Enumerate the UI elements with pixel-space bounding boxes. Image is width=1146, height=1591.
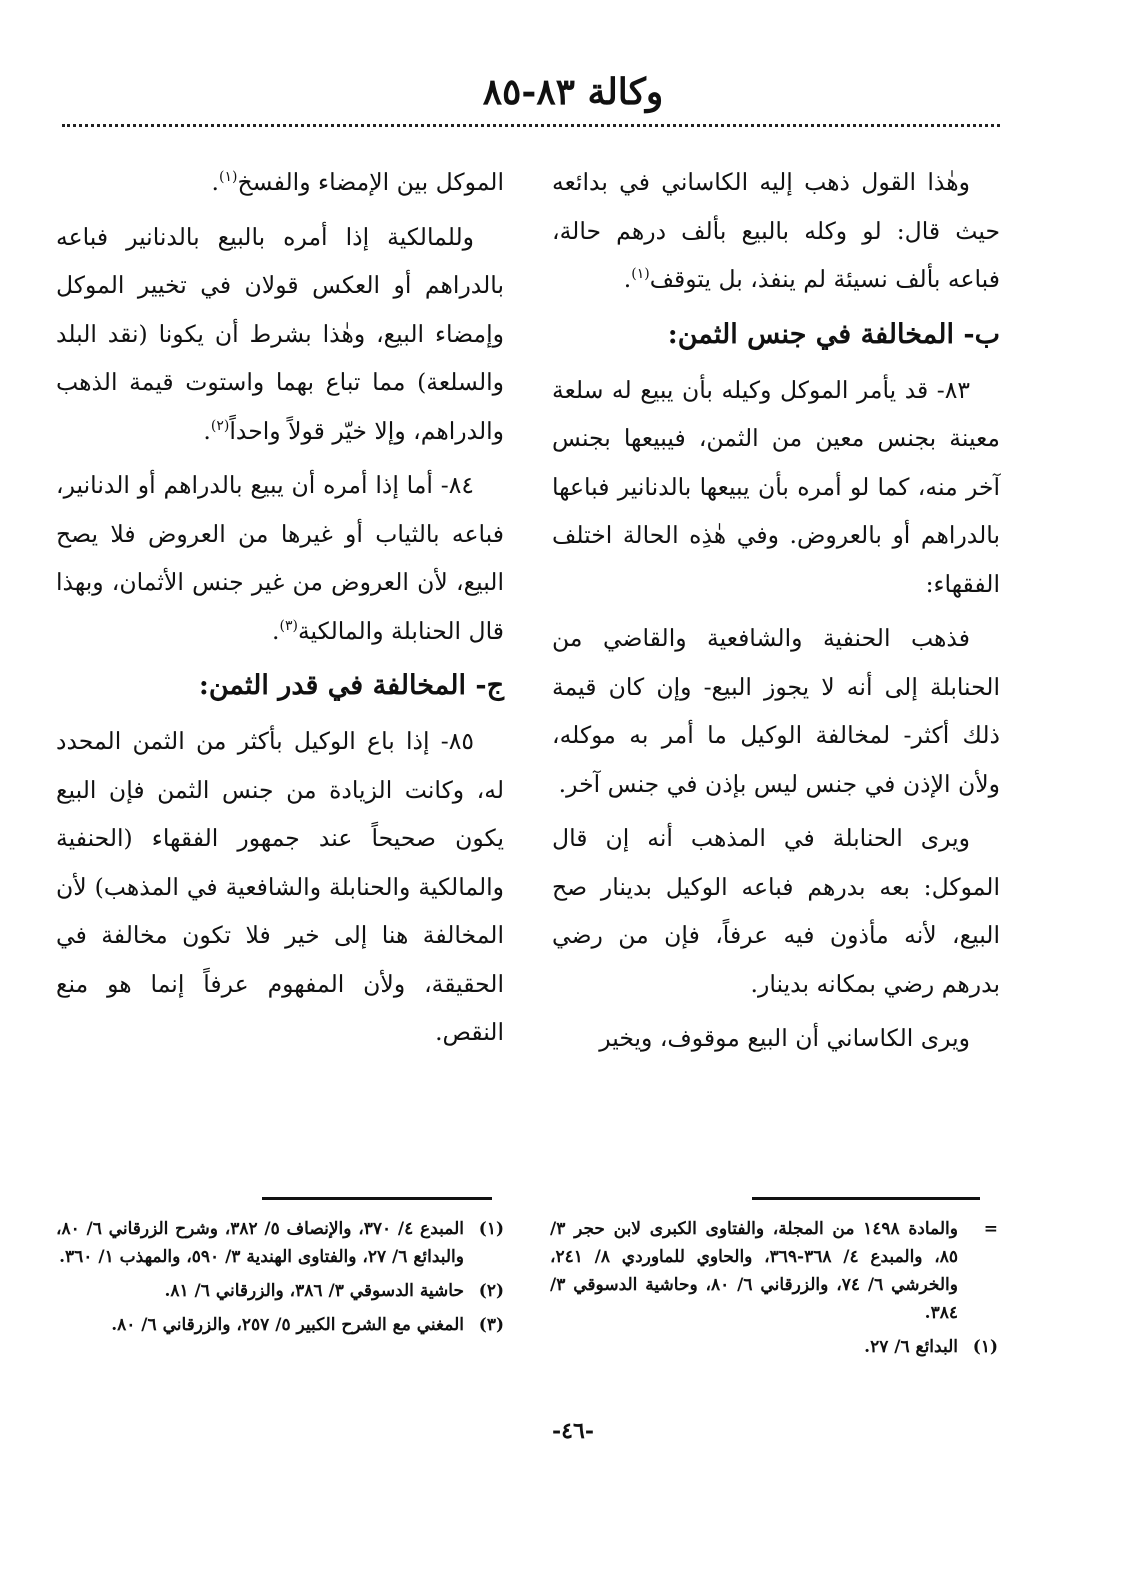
footnote-text: البدائع ٦/ ٢٧. <box>864 1337 958 1357</box>
footnote-number: (١) <box>972 1337 998 1357</box>
footnote-number: (٢) <box>478 1281 504 1301</box>
footnote-number: = <box>983 1219 998 1239</box>
section-heading-c: ج- المخالفة في قدر الثمن: <box>198 670 504 701</box>
left-column <box>56 158 504 1063</box>
period: . <box>271 616 280 645</box>
footnote-divider <box>752 1197 980 1200</box>
footnote-number: (١) <box>478 1219 504 1239</box>
period: . <box>211 168 220 196</box>
paragraph: ويرى الكاساني أن البيع موقوف، ويخير <box>599 1024 970 1052</box>
paragraph: ويرى الحنابلة في المذهب أنه إن قال الموكل: بعه بدرهم فباعه الوكيل بدينار صح البيع، لأنه مأذون فيه عرفاً، فإن من رضي بدرهم رضي بمكانه بدينار. <box>552 824 1000 998</box>
paragraph <box>552 158 1000 304</box>
period: . <box>203 416 211 445</box>
footnote-text: والمادة ١٤٩٨ من المجلة، والفتاوى الكبرى لابن حجر ٣/ ٨٥، والمبدع ٤/ ٣٦٨-٣٦٩، والحاوي للماوردي ٨/ ٢٤١، والخرشي ٦/ ٧٤، والزرقاني ٦/ ٨٠، وحاشية الدسوقي ٣/ ٣٨٤. <box>550 1219 959 1323</box>
header-divider <box>62 124 1000 127</box>
footnote-text: المغني مع الشرح الكبير ٥/ ٢٥٧، والزرقاني ٦/ ٨٠. <box>111 1315 464 1335</box>
section-heading-b: ب- المخالفة في جنس الثمن: <box>667 318 1000 350</box>
paragraph-text: وللمالكية إذا أمره بالبيع بالدنانير فباعه بالدراهم أو العكس قولان في تخيير الموكل وإمضاء البيع، وهٰذا بشرط أن يكونا (نقد البلد والسلعة) مما تباع بهما واستوت قيمة الذهب والدراهم، وإلا خيّر قولاً واحداً <box>56 222 504 445</box>
paragraph: ٨٣- قد يأمر الموكل وكيله بأن يبيع له سلعة معينة بجنس معين من الثمن، فيبيعها بجنس آخر منه، كما لو أمره بأن يبيعها بالدنانير فباعها بالدراهم أو بالعروض. وفي هٰذِه الحالة اختلف الفقهاء: <box>552 375 1000 598</box>
footnote-item <box>56 1311 504 1339</box>
footnote-text: المبدع ٤/ ٣٧٠، والإنصاف ٥/ ٣٨٢، وشرح الزرقاني ٦/ ٨٠، والبدائع ٦/ ٢٧، والفتاوى الهندية ٣/ ٥٩٠، والمهذب ١/ ٣٦٠. <box>56 1219 464 1267</box>
paragraph-text: ٨٤- أما إذا أمره أن يبيع بالدراهم أو الدنانير، فباعه بالثياب أو غيرها من العروض فلا يصح البيع، لأن العروض من غير جنس الأثمان، وبهذا قال الحنابلة والمالكية <box>56 471 504 645</box>
footnote-ref: (٣) <box>279 617 298 634</box>
footnote-divider <box>262 1197 492 1200</box>
paragraph-text: الموكل بين الإمضاء والفسخ <box>237 168 504 196</box>
paragraph: ٨٥- إذا باع الوكيل بأكثر من الثمن المحدد له، وكانت الزيادة من جنس الثمن فإن البيع يكون صحيحاً عند جمهور الفقهاء (الحنفية والمالكية والحنابلة والشافعية في المذهب) لأن المخالفة هنا إلى خير فلا تكون مخالفة في الحقيقة، ولأن المفهوم عرفاً إنما هو منع النقص. <box>56 727 504 1046</box>
footnote-ref: (١) <box>631 266 650 283</box>
footnote-item <box>550 1333 998 1361</box>
paragraph <box>56 213 504 456</box>
footnotes-right <box>550 1215 998 1367</box>
footnotes-left <box>56 1215 504 1345</box>
footnote-ref: (٢) <box>210 417 230 434</box>
footnote-item <box>550 1215 998 1327</box>
page-number: -٤٦- <box>552 1418 594 1444</box>
paragraph-text: وهٰذا القول ذهب إليه الكاساني في بدائعه حيث قال: لو وكله بالبيع بألف درهم حالة، فباعه بألف نسيئة لم ينفذ، بل يتوقف <box>552 168 1000 293</box>
page-title: وكالة ٨٣-٨٥ <box>482 71 664 113</box>
footnote-text: حاشية الدسوقي ٣/ ٣٨٦، والزرقاني ٦/ ٨١. <box>164 1281 464 1301</box>
footnote-item <box>56 1277 504 1305</box>
paragraph <box>56 158 504 207</box>
right-column <box>552 158 1000 1069</box>
paragraph <box>56 461 504 655</box>
footnote-item <box>56 1215 504 1271</box>
footnote-number: (٣) <box>478 1315 504 1335</box>
footnote-ref: (١) <box>219 169 238 186</box>
paragraph: فذهب الحنفية والشافعية والقاضي من الحنابلة إلى أنه لا يجوز البيع- وإن كان قيمة ذلك أكثر- لمخالفة الوكيل ما أمر به موكله، ولأن الإذن في جنس ليس بإذن في جنس آخر. <box>552 624 1000 798</box>
period: . <box>623 265 632 293</box>
